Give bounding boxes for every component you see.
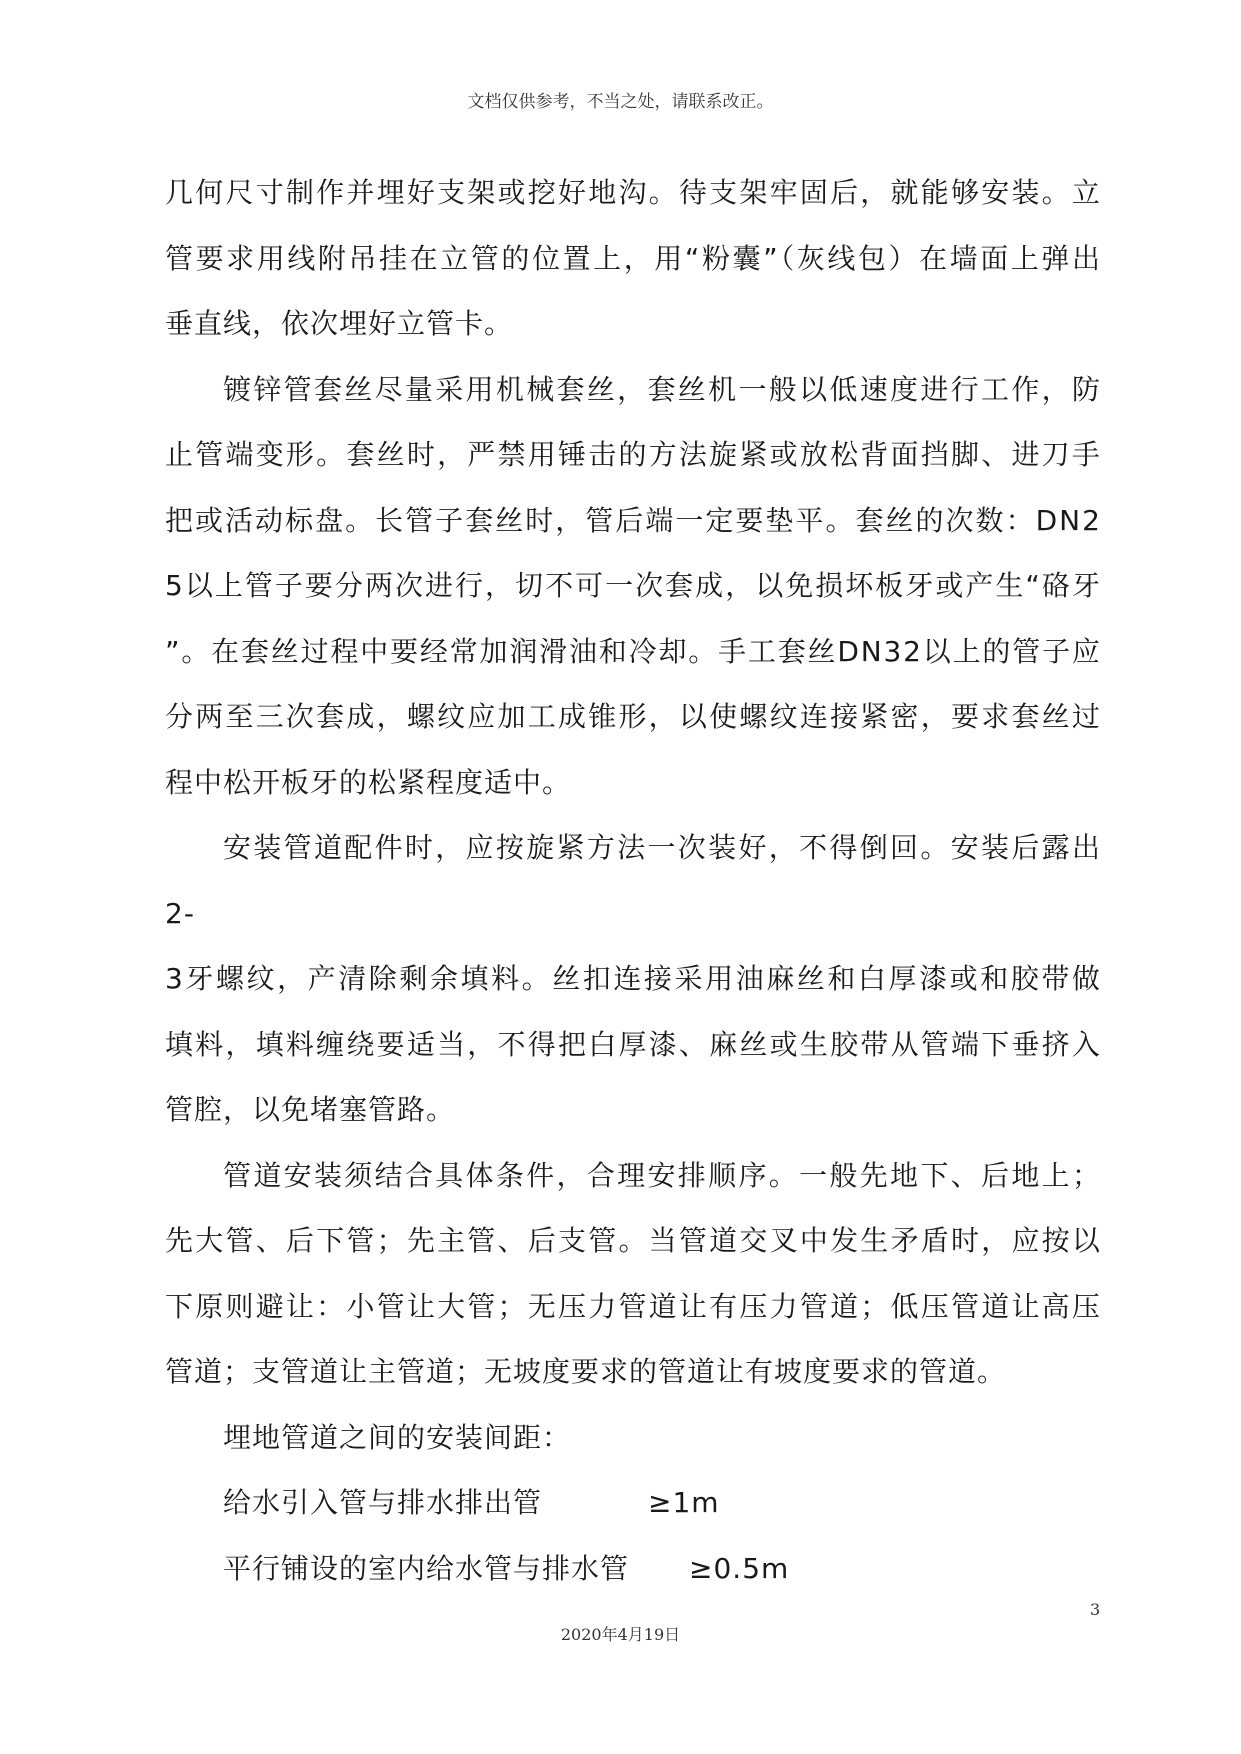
text-line: 3牙螺纹，产清除剩余填料。丝扣连接采用油麻丝和白厚漆或和胶带做 <box>165 962 1103 995</box>
text-line: 几何尺寸制作并埋好支架或挖好地沟。待支架牢固后，就能够安装。立 <box>165 176 1103 209</box>
spacing-item: 给水引入管与排水排出管 <box>223 1486 543 1519</box>
text-line: 止管端变形。套丝时，严禁用锤击的方法旋紧或放松背面挡脚、进刀手 <box>165 438 1103 471</box>
text-line: 先大管、后下管；先主管、后支管。当管道交叉中发生矛盾时，应按以 <box>165 1224 1103 1257</box>
document-body <box>165 160 1103 1601</box>
spacing-value: ≥1m <box>648 1486 720 1519</box>
paragraph-start: 镀锌管套丝尽量采用机械套丝，套丝机一般以低速度进行工作，防 <box>223 372 1103 406</box>
text-line: 程中松开板牙的松紧程度适中。 <box>165 765 572 799</box>
text-line: 垂直线，依次埋好立管卡。 <box>165 307 514 340</box>
spacing-row <box>165 1470 1100 1536</box>
text-line: 填料，填料缠绕要适当，不得把白厚漆、麻丝或生胶带从管端下垂挤入 <box>165 1027 1103 1061</box>
spacing-row <box>165 1536 1100 1602</box>
text-line: 5以上管子要分两次进行，切不可一次套成，以免损坏板牙或产生“硌牙 <box>165 569 1102 602</box>
text-line: 分两至三次套成，螺纹应加工成锥形，以使螺纹连接紧密，要求套丝过 <box>165 700 1103 733</box>
paragraph-start: 安装管道配件时，应按旋紧方法一次装好，不得倒回。安装后露出 <box>223 831 1103 864</box>
text-line: 下原则避让：小管让大管；无压力管道让有压力管道；低压管道让高压 <box>165 1289 1103 1323</box>
paragraph-start: 管道安装须结合具体条件，合理安排顺序。一般先地下、后地上； <box>223 1158 1103 1192</box>
text-line: 管要求用线附吊挂在立管的位置上，用“粉囊”（灰线包）在墙面上弹出 <box>165 241 1103 275</box>
text-line: 把或活动标盘。长管子套丝时，管后端一定要垫平。套丝的次数：DN2 <box>165 503 1102 537</box>
text-line: ”。在套丝过程中要经常加润滑油和冷却。手工套丝DN32以上的管子应 <box>165 634 1102 668</box>
spacing-item: 平行铺设的室内给水管与排水管 <box>223 1551 630 1585</box>
paragraph-start: 埋地管道之间的安装间距： <box>223 1420 572 1454</box>
text-line: 2- <box>165 896 195 930</box>
text-line: 管腔，以免堵塞管路。 <box>165 1093 456 1126</box>
spacing-value: ≥0.5m <box>689 1551 790 1585</box>
footer-date: 2020年4月19日 <box>560 1625 681 1644</box>
text-line: 管道；支管道让主管道；无坡度要求的管道让有坡度要求的管道。 <box>165 1355 1007 1388</box>
page-number: 3 <box>1090 1600 1101 1619</box>
header-note: 文档仅供参考，不当之处，请联系改正。 <box>467 92 774 112</box>
